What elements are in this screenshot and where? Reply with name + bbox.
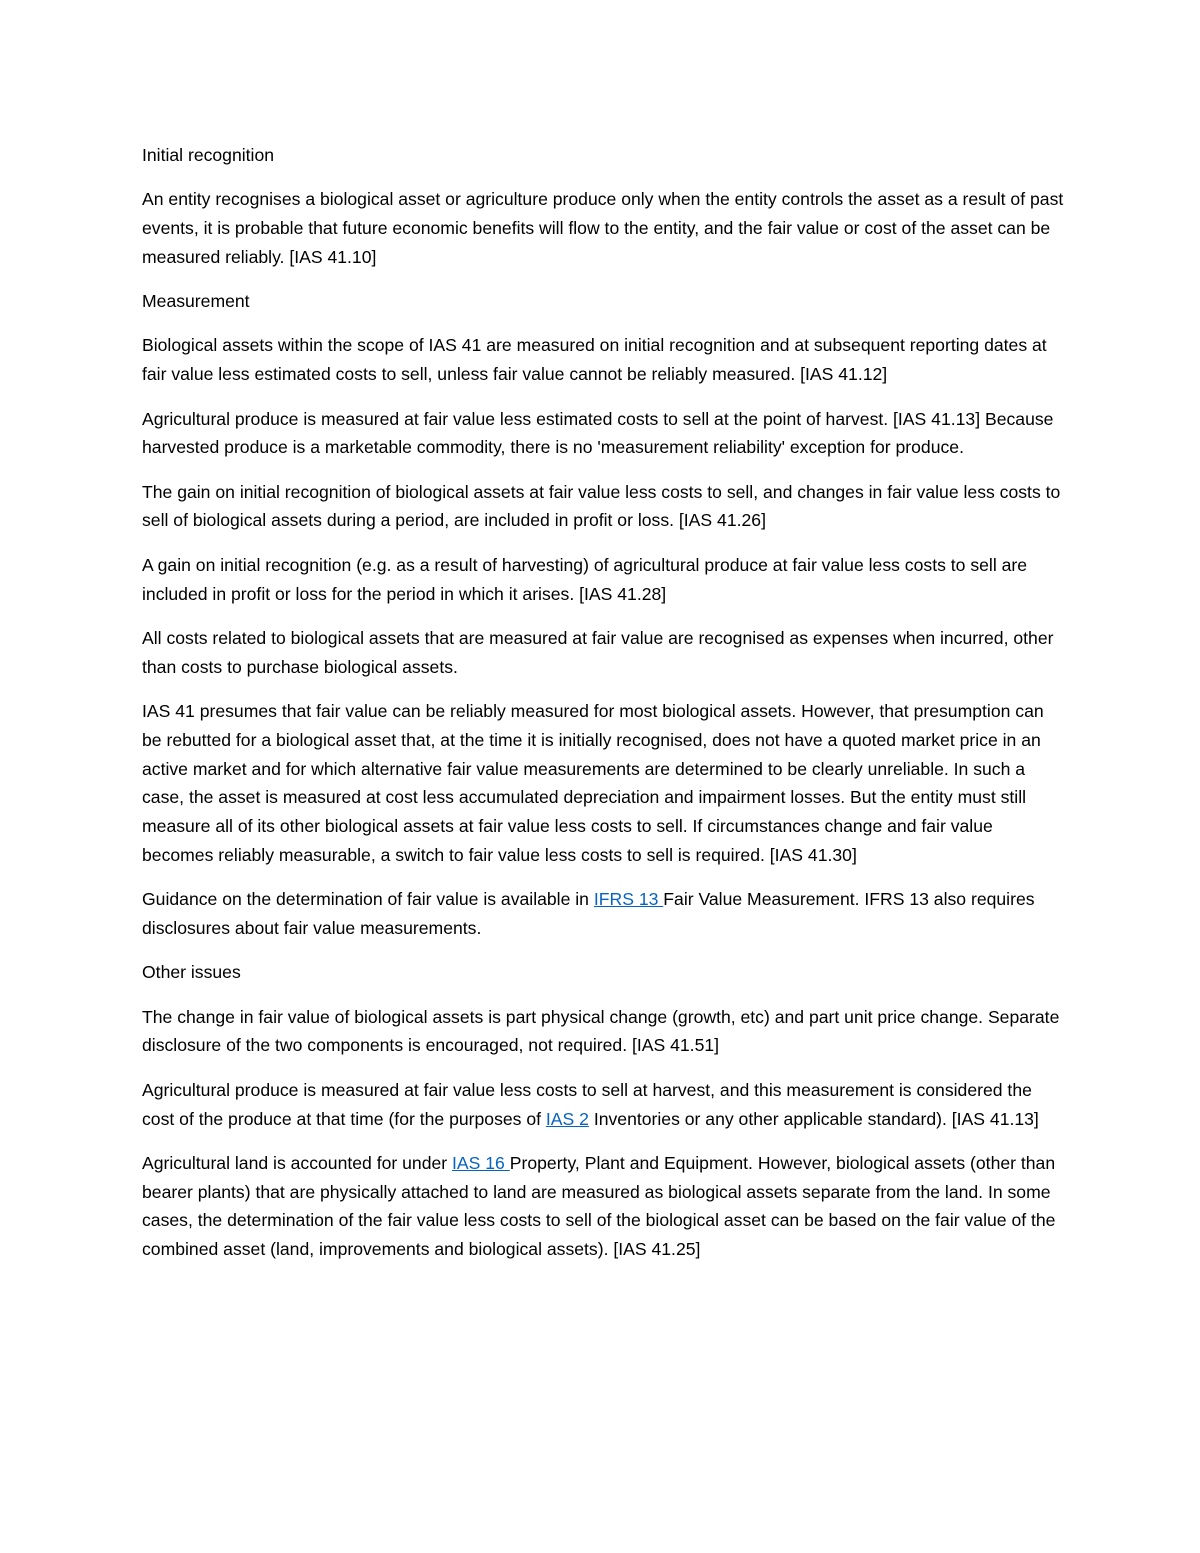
paragraph-other-issues-1: The change in fair value of biological assets is part physical change (growth, etc) and part unit price change. Separate disclosure of the two components is encouraged, not required. [IAS 41.51]: [142, 1006, 1060, 1056]
ias-16-link[interactable]: IAS 16: [452, 1152, 510, 1173]
paragraph-measurement-3: The gain on initial recognition of biological assets at fair value less costs to sell, and changes in fair value less costs to sell of biological assets during a period, are included in profit or loss. [IAS 41.26]: [142, 481, 1061, 531]
paragraph-other-issues-2: [142, 1076, 1067, 1134]
paragraph-text: Inventories or any other applicable standard). [IAS 41.13]: [588, 1108, 1039, 1129]
heading-measurement: Measurement: [142, 291, 250, 312]
paragraph-measurement-1: Biological assets within the scope of IAS 41 are measured on initial recognition and at subsequent reporting dates at fair value less estimated costs to sell, unless fair value cannot be reliably measured. [IAS 41.12]: [142, 335, 1047, 385]
heading-initial-recognition: Initial recognition: [142, 145, 275, 165]
paragraph-text: Property, Plant and Equipment. However, biological assets (other than bearer plants) that are physically attached to land are measured as biological assets separate from the land. In some cases, the determination of the fair value less costs to sell of the biological asset can be based on the fair value of the combined asset (land, improvements and biological assets). [IAS 41.25]: [142, 1152, 1056, 1260]
paragraph-text: Fair Value Measurement. IFRS 13 also requires disclosures about fair value measurements.: [142, 889, 1035, 939]
paragraph-text: Agricultural produce is measured at fair value less costs to sell at harvest, and this measurement is considered the cost of the produce at that time (for the purposes of: [142, 1079, 1032, 1129]
ias-2-link[interactable]: IAS 2: [545, 1108, 589, 1129]
paragraph-text: Agricultural land is accounted for under: [142, 1152, 453, 1173]
paragraph-measurement-5: All costs related to biological assets that are measured at fair value are recognised as expenses when incurred, other than costs to purchase biological assets.: [142, 627, 1054, 677]
ifrs-13-link[interactable]: IFRS 13: [593, 889, 664, 910]
document-page: [142, 141, 1067, 1280]
heading-other-issues: Other issues: [142, 962, 241, 983]
paragraph-measurement-6: IAS 41 presumes that fair value can be reliably measured for most biological assets. However, that presumption can be rebutted for a biological asset that, at the time it is initially recognised, does not have a quoted market price in an active market and for which alternative fair value measurements are determined to be clearly unreliable. In such a case, the asset is measured at cost less accumulated depreciation and impairment losses. But the entity must still measure all of its other biological assets at fair value less costs to sell. If circumstances change and fair value becomes reliably measurable, a switch to fair value less costs to sell is required. [IAS 41.30]: [142, 700, 1044, 865]
paragraph-text: Guidance on the determination of fair value is available in: [142, 889, 594, 910]
paragraph-initial-recognition: An entity recognises a biological asset or agriculture produce only when the entity controls the asset as a result of past events, it is probable that future economic benefits will flow to the entity, and the fair value or cost of the asset can be measured reliably. [IAS 41.10]: [142, 189, 1064, 267]
paragraph-measurement-2: Agricultural produce is measured at fair value less estimated costs to sell at the point of harvest. [IAS 41.13] Because harvested produce is a marketable commodity, there is no 'measurement reliability' exception for produce.: [142, 408, 1054, 458]
paragraph-other-issues-3: [142, 1149, 1067, 1264]
paragraph-measurement-7: [142, 885, 1067, 943]
paragraph-measurement-4: A gain on initial recognition (e.g. as a result of harvesting) of agricultural produce at fair value less costs to sell are included in profit or loss for the period in which it arises. [IAS 41.28]: [142, 554, 1028, 604]
